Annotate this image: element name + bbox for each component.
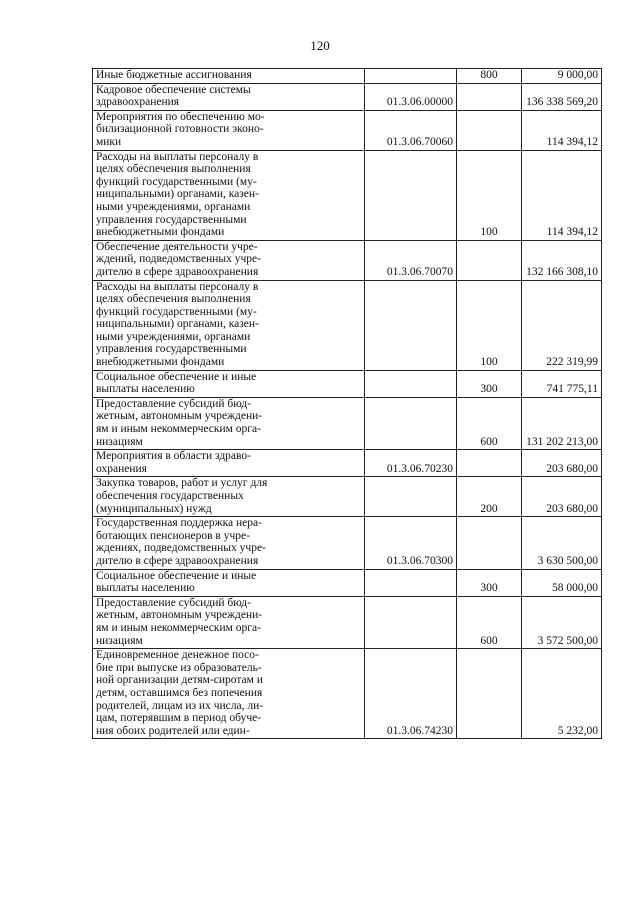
table-row — [93, 240, 602, 280]
row-code — [365, 397, 457, 449]
table-row — [93, 649, 602, 739]
row-code: 01.3.06.70060 — [365, 110, 457, 150]
row-name: Иные бюджетные ассигнования — [93, 69, 365, 84]
table-row — [93, 477, 602, 517]
row-code — [365, 477, 457, 517]
row-name: Мероприятия по обеспечению мо- билизационной готовности эконо- мики — [93, 110, 365, 150]
table-row — [93, 69, 602, 84]
row-name: Обеспечение деятельности учре- ждений, подведомственных учре- дителю в сфере здравоохранения — [93, 240, 365, 280]
row-code — [365, 370, 457, 397]
table-row — [93, 83, 602, 110]
page-number: 120 — [310, 38, 330, 53]
row-name: Социальное обеспечение и иные выплаты населению — [93, 569, 365, 596]
row-expense-type — [457, 83, 522, 110]
table-row — [93, 596, 602, 648]
row-code: 01.3.06.74230 — [365, 649, 457, 739]
row-amount: 203 680,00 — [522, 450, 602, 477]
row-name: Закупка товаров, работ и услуг для обеспечения государственных (муниципальных) нужд — [93, 477, 365, 517]
row-amount: 114 394,12 — [522, 110, 602, 150]
row-name: Мероприятия в области здраво- охранения — [93, 450, 365, 477]
row-name: Единовременное денежное посо- бие при выпуске из образователь- ной организации детям-сиротам и детям, оставшимся без попечения родителей, лицам из их числа, ли- цам, потерявшим в период обуче- ния обоих родителей или един- — [93, 649, 365, 739]
row-name: Государственная поддержка нера- ботающих пенсионеров в учре- ждениях, подведомственных учре- дителю в сфере здравоохранения — [93, 517, 365, 569]
row-code: 01.3.06.70300 — [365, 517, 457, 569]
row-name: Социальное обеспечение и иные выплаты населению — [93, 370, 365, 397]
row-expense-type: 100 — [457, 150, 522, 240]
row-amount: 131 202 213,00 — [522, 397, 602, 449]
row-name: Расходы на выплаты персоналу в целях обеспечения выполнения функций государственными (му- ниципальными) органами, казен- ными учреждениями, органами управления государственными внебюджетными фондами — [93, 280, 365, 370]
row-expense-type — [457, 240, 522, 280]
row-amount: 741 775,11 — [522, 370, 602, 397]
row-amount: 136 338 569,20 — [522, 83, 602, 110]
row-amount: 114 394,12 — [522, 150, 602, 240]
row-name: Расходы на выплаты персоналу в целях обеспечения выполнения функций государственными (му- ниципальными) органами, казен- ными учреждениями, органами управления государственными внебюджетными фондами — [93, 150, 365, 240]
table-row — [93, 450, 602, 477]
row-amount: 58 000,00 — [522, 569, 602, 596]
row-expense-type: 200 — [457, 477, 522, 517]
row-expense-type: 800 — [457, 69, 522, 84]
row-expense-type — [457, 517, 522, 569]
row-code: 01.3.06.70070 — [365, 240, 457, 280]
table-row — [93, 110, 602, 150]
row-name: Предоставление субсидий бюд- жетным, автономным учреждени- ям и иным некоммерческим орга- низациям — [93, 596, 365, 648]
row-code — [365, 596, 457, 648]
row-expense-type: 300 — [457, 569, 522, 596]
row-amount: 222 319,99 — [522, 280, 602, 370]
budget-table — [92, 68, 602, 739]
row-name: Предоставление субсидий бюд- жетным, автономным учреждени- ям и иным некоммерческим орга- низациям — [93, 397, 365, 449]
row-name: Кадровое обеспечение системы здравоохранения — [93, 83, 365, 110]
table-row — [93, 517, 602, 569]
row-code — [365, 280, 457, 370]
row-amount: 203 680,00 — [522, 477, 602, 517]
row-expense-type — [457, 450, 522, 477]
row-code: 01.3.06.00000 — [365, 83, 457, 110]
table-row — [93, 150, 602, 240]
row-expense-type: 600 — [457, 596, 522, 648]
row-code — [365, 69, 457, 84]
row-code — [365, 150, 457, 240]
table-row — [93, 397, 602, 449]
row-expense-type — [457, 110, 522, 150]
row-expense-type — [457, 649, 522, 739]
table-row — [93, 280, 602, 370]
row-code: 01.3.06.70230 — [365, 450, 457, 477]
row-amount: 3 572 500,00 — [522, 596, 602, 648]
table-row — [93, 370, 602, 397]
row-code — [365, 569, 457, 596]
row-amount: 132 166 308,10 — [522, 240, 602, 280]
table-row — [93, 569, 602, 596]
row-expense-type: 600 — [457, 397, 522, 449]
row-amount: 3 630 500,00 — [522, 517, 602, 569]
row-amount: 9 000,00 — [522, 69, 602, 84]
row-expense-type: 300 — [457, 370, 522, 397]
row-amount: 5 232,00 — [522, 649, 602, 739]
row-expense-type: 100 — [457, 280, 522, 370]
